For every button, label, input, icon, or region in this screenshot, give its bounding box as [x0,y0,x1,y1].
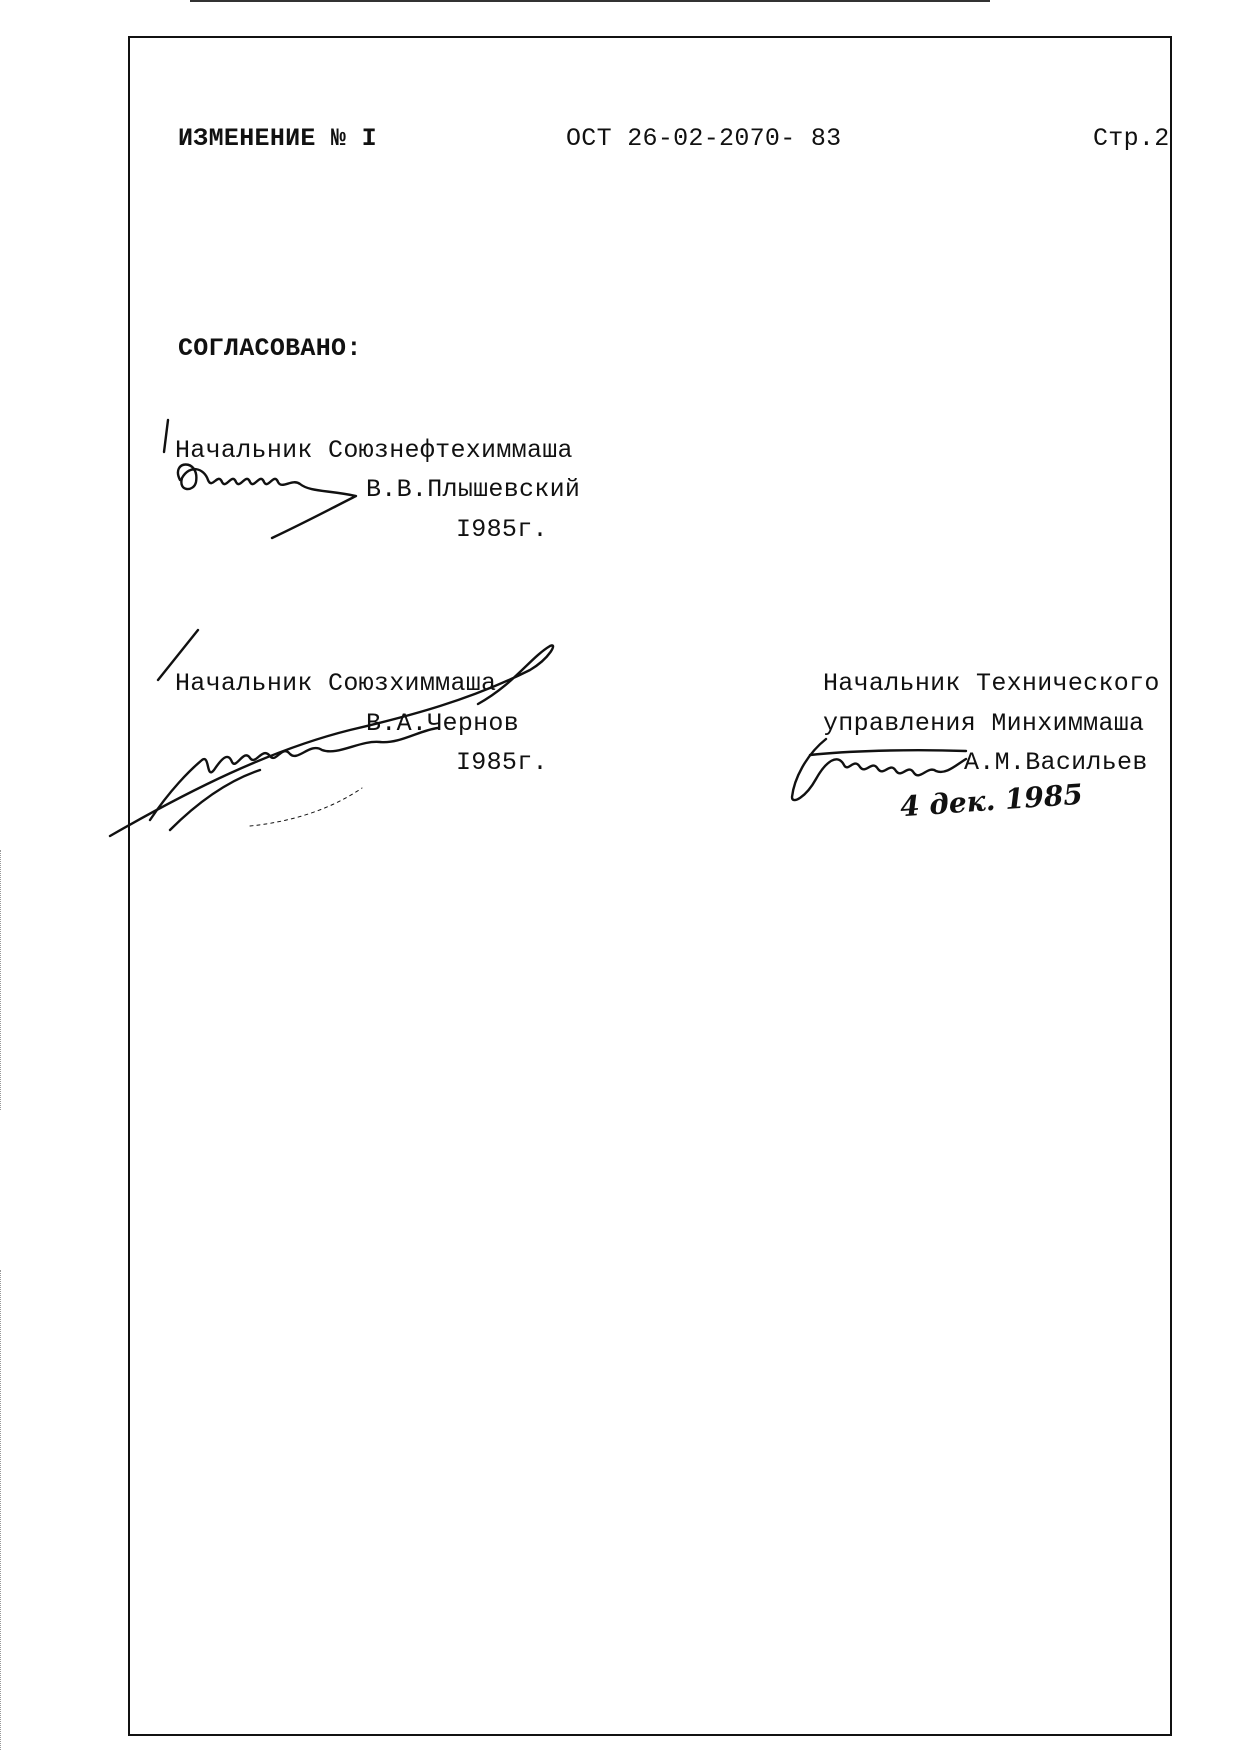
page-number: Стр.2 [1093,124,1170,153]
signatory-1-title: Начальник Союзнефтехиммаша [175,436,573,465]
signatory-3-name: А.М.Васильев [964,748,1148,777]
agreed-heading: СОГЛАСОВАНО: [178,334,362,363]
signatory-1-name: В.В.Плышевский [366,475,581,504]
signature-2-icon [110,630,570,850]
signatory-2-name: В.А.Чернов [366,709,520,738]
top-rule [190,0,990,2]
scan-artifact [0,1270,4,1750]
signature-1-icon [160,420,380,540]
signatory-2-title: Начальник Союзхиммаша [175,669,497,698]
standard-number: ОСТ 26-02-2070- 83 [566,124,842,153]
signatory-3-title-line2: управления Минхиммаша [823,709,1145,738]
signatory-3-handwritten-date: 4 дек. 1985 [899,777,1084,824]
scan-artifact [0,850,4,1110]
page-frame [128,36,1172,1736]
change-number: ИЗМЕНЕНИЕ № I [178,124,377,153]
signatory-3-title-line1: Начальник Технического [823,669,1160,698]
signatory-1-year: I985г. [456,515,548,544]
signatory-2-year: I985г. [456,748,548,777]
